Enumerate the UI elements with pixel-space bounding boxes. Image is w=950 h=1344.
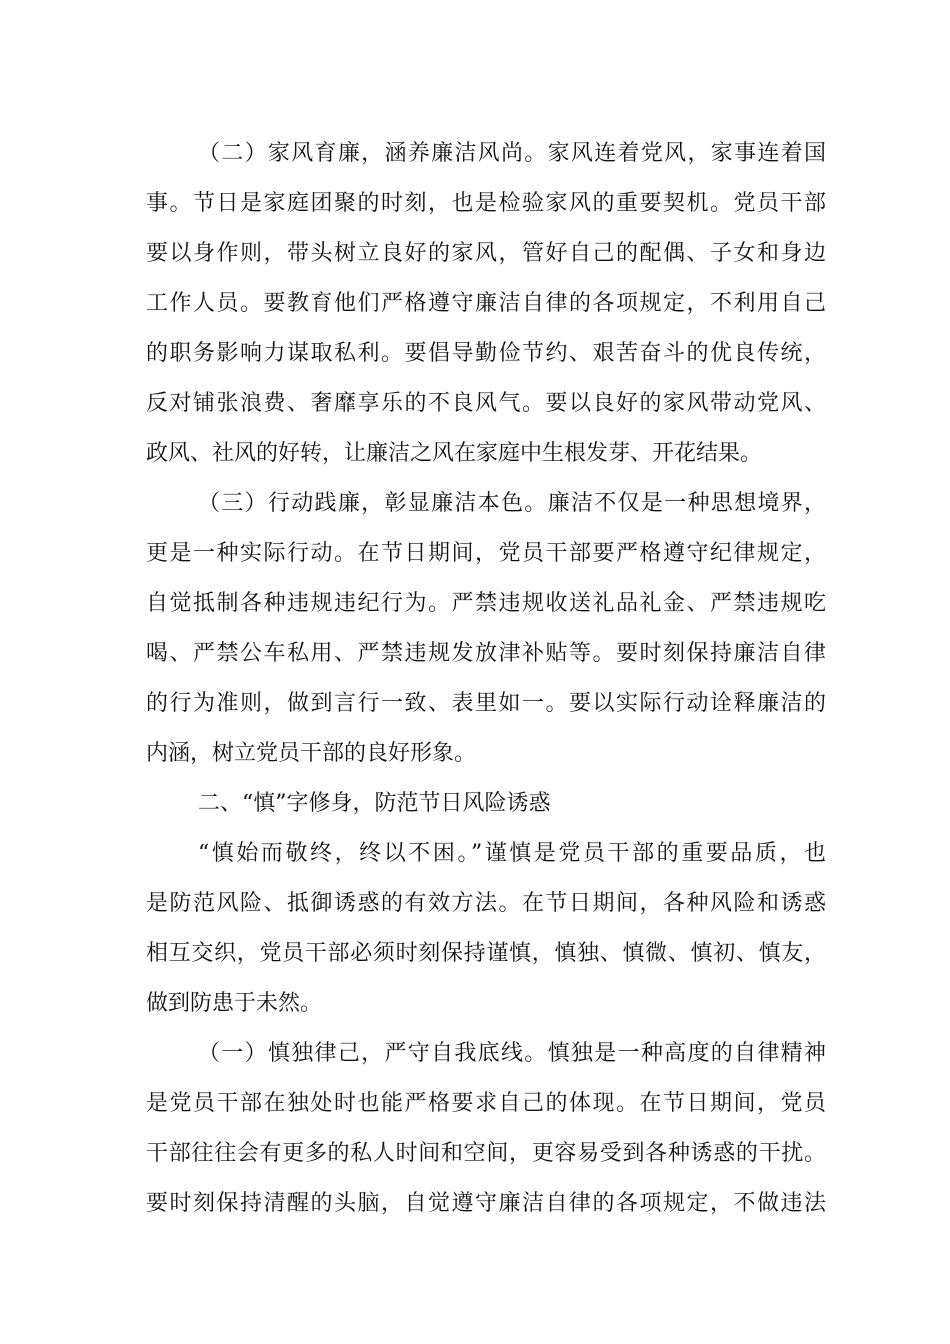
paragraph-3-line-4: 喝、严禁公车私用、严禁违规发放津补贴等。要时刻保持廉洁自律	[146, 641, 826, 666]
paragraph-3-line-3: 自觉抵制各种违规违纪行为。严禁违规收送礼品礼金、严禁违规吃	[146, 591, 826, 616]
paragraph-2-line-7: 政风、社风的好转，让廉洁之风在家庭中生根发芽、开花结果。	[146, 441, 763, 466]
paragraph-2-line-5: 的职务影响力谋取私利。要倡导勤俭节约、艰苦奋斗的优良传统，	[146, 341, 826, 366]
paragraph-4-line-1: （一）慎独律己，严守自我底线。慎独是一种高度的自律精神	[198, 1041, 826, 1066]
paragraph-2-line-3: 要以身作则，带头树立良好的家风，管好自己的配偶、子女和身边	[146, 241, 826, 266]
paragraph-4-line-3: 干部往往会有更多的私人时间和空间，更容易受到各种诱惑的干扰。	[146, 1141, 826, 1166]
paragraph-4-line-2: 是党员干部在独处时也能严格要求自己的体现。在节日期间，党员	[146, 1091, 826, 1116]
section-heading: 二、“慎”字修身，防范节日风险诱惑	[198, 791, 551, 816]
paragraph-2-line-2: 事。节日是家庭团聚的时刻，也是检验家风的重要契机。党员干部	[146, 191, 826, 216]
paragraph-2-line-6: 反对铺张浪费、奢靡享乐的不良风气。要以良好的家风带动党风、	[146, 391, 826, 416]
paragraph-3-line-5: 的行为准则，做到言行一致、表里如一。要以实际行动诠释廉洁的	[146, 691, 826, 716]
paragraph-3-line-2: 更是一种实际行动。在节日期间，党员干部要严格遵守纪律规定，	[146, 541, 826, 566]
paragraph-2-line-1: （二）家风育廉，涵养廉洁风尚。家风连着党风，家事连着国	[198, 141, 826, 166]
paragraph-4-line-4: 要时刻保持清醒的头脑，自觉遵守廉洁自律的各项规定，不做违法	[146, 1191, 826, 1216]
section-intro-line-3: 相互交织，党员干部必须时刻保持谨慎，慎独、慎微、慎初、慎友，	[146, 941, 826, 966]
paragraph-3-line-6: 内涵，树立党员干部的良好形象。	[146, 741, 477, 766]
section-intro-line-2: 是防范风险、抵御诱惑的有效方法。在节日期间，各种风险和诱惑	[146, 891, 826, 916]
paragraph-2-line-4: 工作人员。要教育他们严格遵守廉洁自律的各项规定，不利用自己	[146, 291, 826, 316]
section-intro-line-4: 做到防患于未然。	[146, 991, 323, 1016]
paragraph-3-line-1: （三）行动践廉，彰显廉洁本色。廉洁不仅是一种思想境界，	[198, 491, 826, 516]
section-intro-line-1: “慎始而敬终，终以不困。”谨慎是党员干部的重要品质，也	[198, 841, 826, 866]
